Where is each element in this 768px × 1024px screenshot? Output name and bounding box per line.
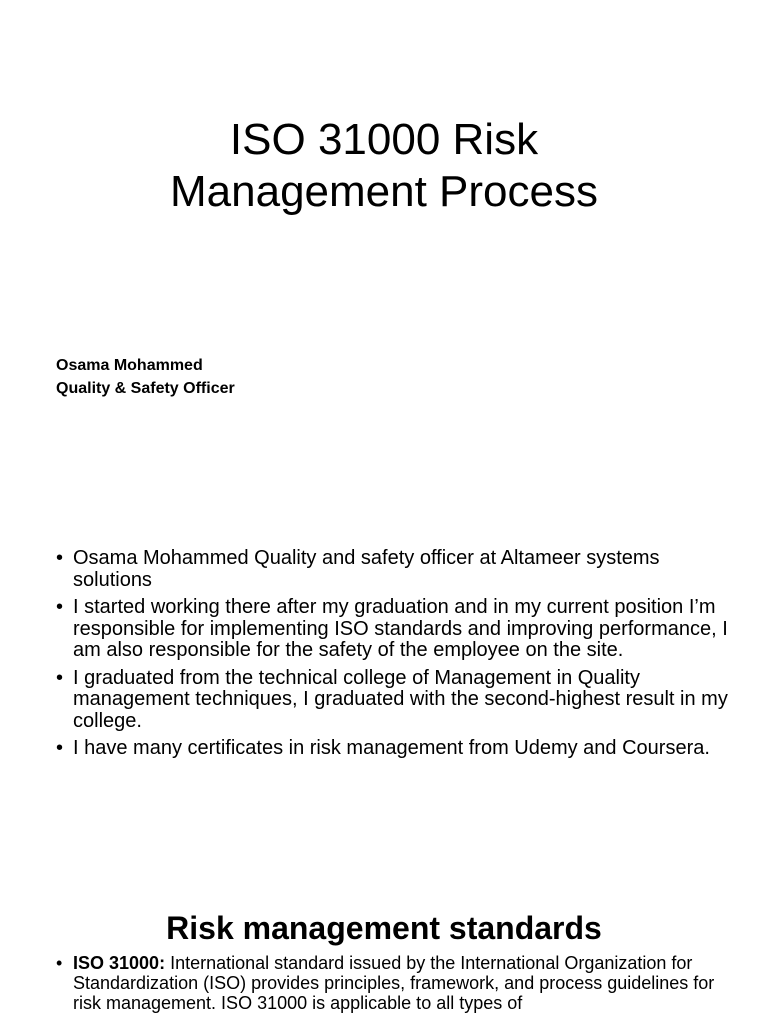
bullet-dot-icon: • [56, 737, 64, 759]
standard-term: ISO 31000: [73, 953, 166, 973]
author-name: Osama Mohammed [56, 357, 203, 374]
bio-bullet-3 [56, 668, 728, 733]
bullet-dot-icon: • [56, 953, 63, 973]
author-block [56, 354, 235, 400]
standard-item [56, 953, 716, 1013]
bio-bullet-text: I have many certificates in risk management from Udemy and Coursera. [73, 737, 710, 759]
title-line-2: Management Process [170, 167, 598, 216]
bio-bullet-text: I graduated from the technical college of Management in Quality management techniques, I graduated with the second-highest result in my college. [73, 666, 728, 732]
author-role: Quality & Safety Officer [56, 380, 235, 397]
title-line-1: ISO 31000 Risk [229, 115, 539, 164]
section-heading: Risk management standards [166, 910, 602, 946]
bio-bullet-2 [56, 597, 728, 662]
bullet-dot-icon: • [56, 666, 64, 689]
standards-list [56, 953, 716, 1013]
bio-bullet-list [56, 548, 728, 766]
bullet-dot-icon: • [56, 547, 64, 569]
bio-bullet-text: I started working there after my graduation and in my current position I’m responsible for implementing ISO standards and improving performance, I am also responsible for the safety of the employee on the site. [73, 596, 728, 661]
bullet-dot-icon: • [56, 596, 64, 618]
bio-bullet-text: Osama Mohammed Quality and safety officer at Altameer systems solutions [73, 547, 660, 591]
bio-bullet-1 [56, 548, 728, 591]
standard-description: International standard issued by the International Organization for Standardization (ISO) provides principles, framework, and process guidelines for risk management. ISO 31000 is applicable to all types of [73, 953, 715, 1013]
bio-bullet-4 [56, 738, 728, 760]
slide-title [0, 114, 768, 218]
